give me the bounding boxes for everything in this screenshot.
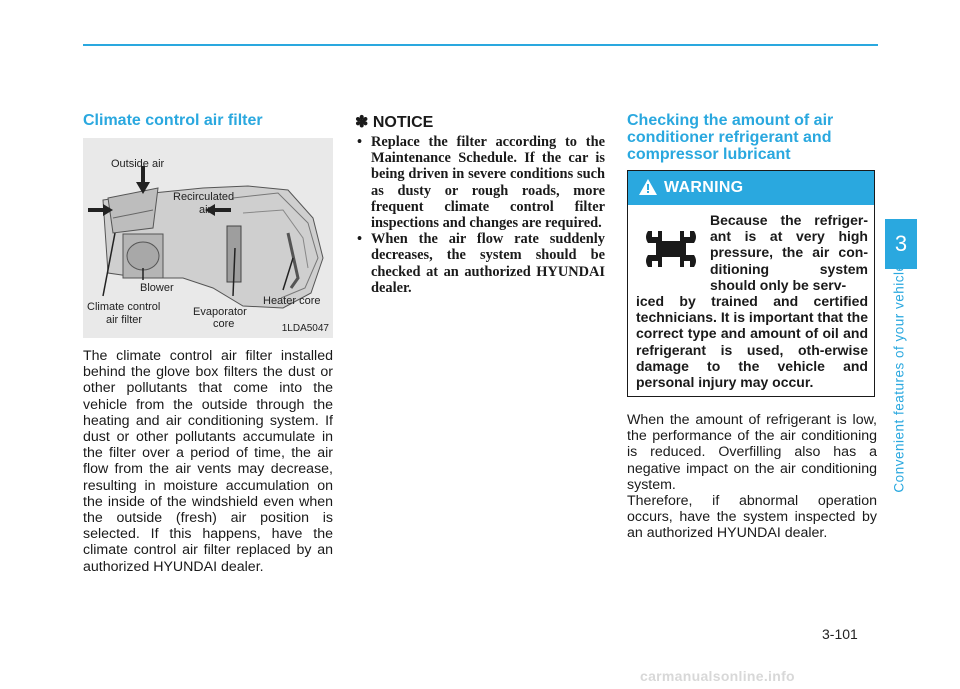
label-evaporator: Evaporator xyxy=(193,306,247,318)
refrigerant-paragraph-2: Therefore, if abnormal operation occurs, have the system inspected by an authorized HYUNDAI dealer. xyxy=(627,493,877,542)
warning-box xyxy=(627,170,875,397)
label-blower: Blower xyxy=(140,282,174,294)
refrigerant-paragraph-1: When the amount of refrigerant is low, the performance of the air conditioning is reduced. Overfilling also has a negative impact on the air conditioning system. xyxy=(627,412,877,493)
air-filter-paragraph: The climate control air filter installed behind the glove box filters the dust or other pollutants that come into the vehicle from the outside through the heating and air conditioning system. If dust or other pollutants accumulate in the filter over a period of time, the air flow from the air vents may decrease, resulting in moisture accumulation on the inside of the windshield even when the outside (fresh) air position is selected. If this happens, have the climate control air filter replaced by an authorized HYUNDAI dealer. xyxy=(83,348,333,575)
notice-title: ✽ NOTICE xyxy=(355,114,434,131)
label-air-filter: air filter xyxy=(106,314,143,326)
section-title-refrigerant-2: conditioner refrigerant and xyxy=(627,129,832,146)
warning-triangle-icon xyxy=(638,178,658,196)
warning-text-top: Because the refriger-ant is at very high pressure, the air con-ditioning system should only be serv- xyxy=(710,212,868,293)
chapter-label: Convenient features of your vehicle xyxy=(891,263,907,493)
notice-item: • When the air flow rate suddenly decreases, the system should be checked at an authorized HYUNDAI dealer. xyxy=(355,231,605,296)
warning-text-bottom: iced by trained and certified technicians. It is important that the correct type and amount of oil and refrigerant is used, oth-erwise damage to the vehicle and personal injury may occur. xyxy=(636,293,868,391)
label-recirculated-air: air xyxy=(199,204,212,216)
label-heater-core: Heater core xyxy=(263,295,321,307)
section-title-air-filter: Climate control air filter xyxy=(83,112,263,129)
watermark: carmanualsonline.info xyxy=(640,668,795,684)
notice-item: • Replace the filter according to the Maintenance Schedule. If the car is being driven in severe conditions such as dusty or rough roads, more frequent climate control filter inspections and changes are required. xyxy=(355,134,605,231)
label-outside-air: Outside air xyxy=(111,158,165,170)
notice-list xyxy=(355,134,605,296)
warning-label: WARNING xyxy=(664,179,744,196)
label-climate-control: Climate control xyxy=(87,301,161,313)
section-title-refrigerant-3: compressor lubricant xyxy=(627,146,791,163)
chapter-tab: 3 xyxy=(885,219,917,269)
label-recirculated: Recirculated xyxy=(173,191,235,203)
label-core: core xyxy=(213,318,235,330)
page-number: 3-101 xyxy=(822,626,858,642)
section-title-refrigerant-1: Checking the amount of air xyxy=(627,112,834,129)
air-filter-diagram xyxy=(83,138,333,338)
wrench-icon xyxy=(642,223,700,275)
top-rule xyxy=(83,44,878,46)
figure-code: 1LDA5047 xyxy=(281,323,329,334)
warning-header xyxy=(628,171,874,205)
